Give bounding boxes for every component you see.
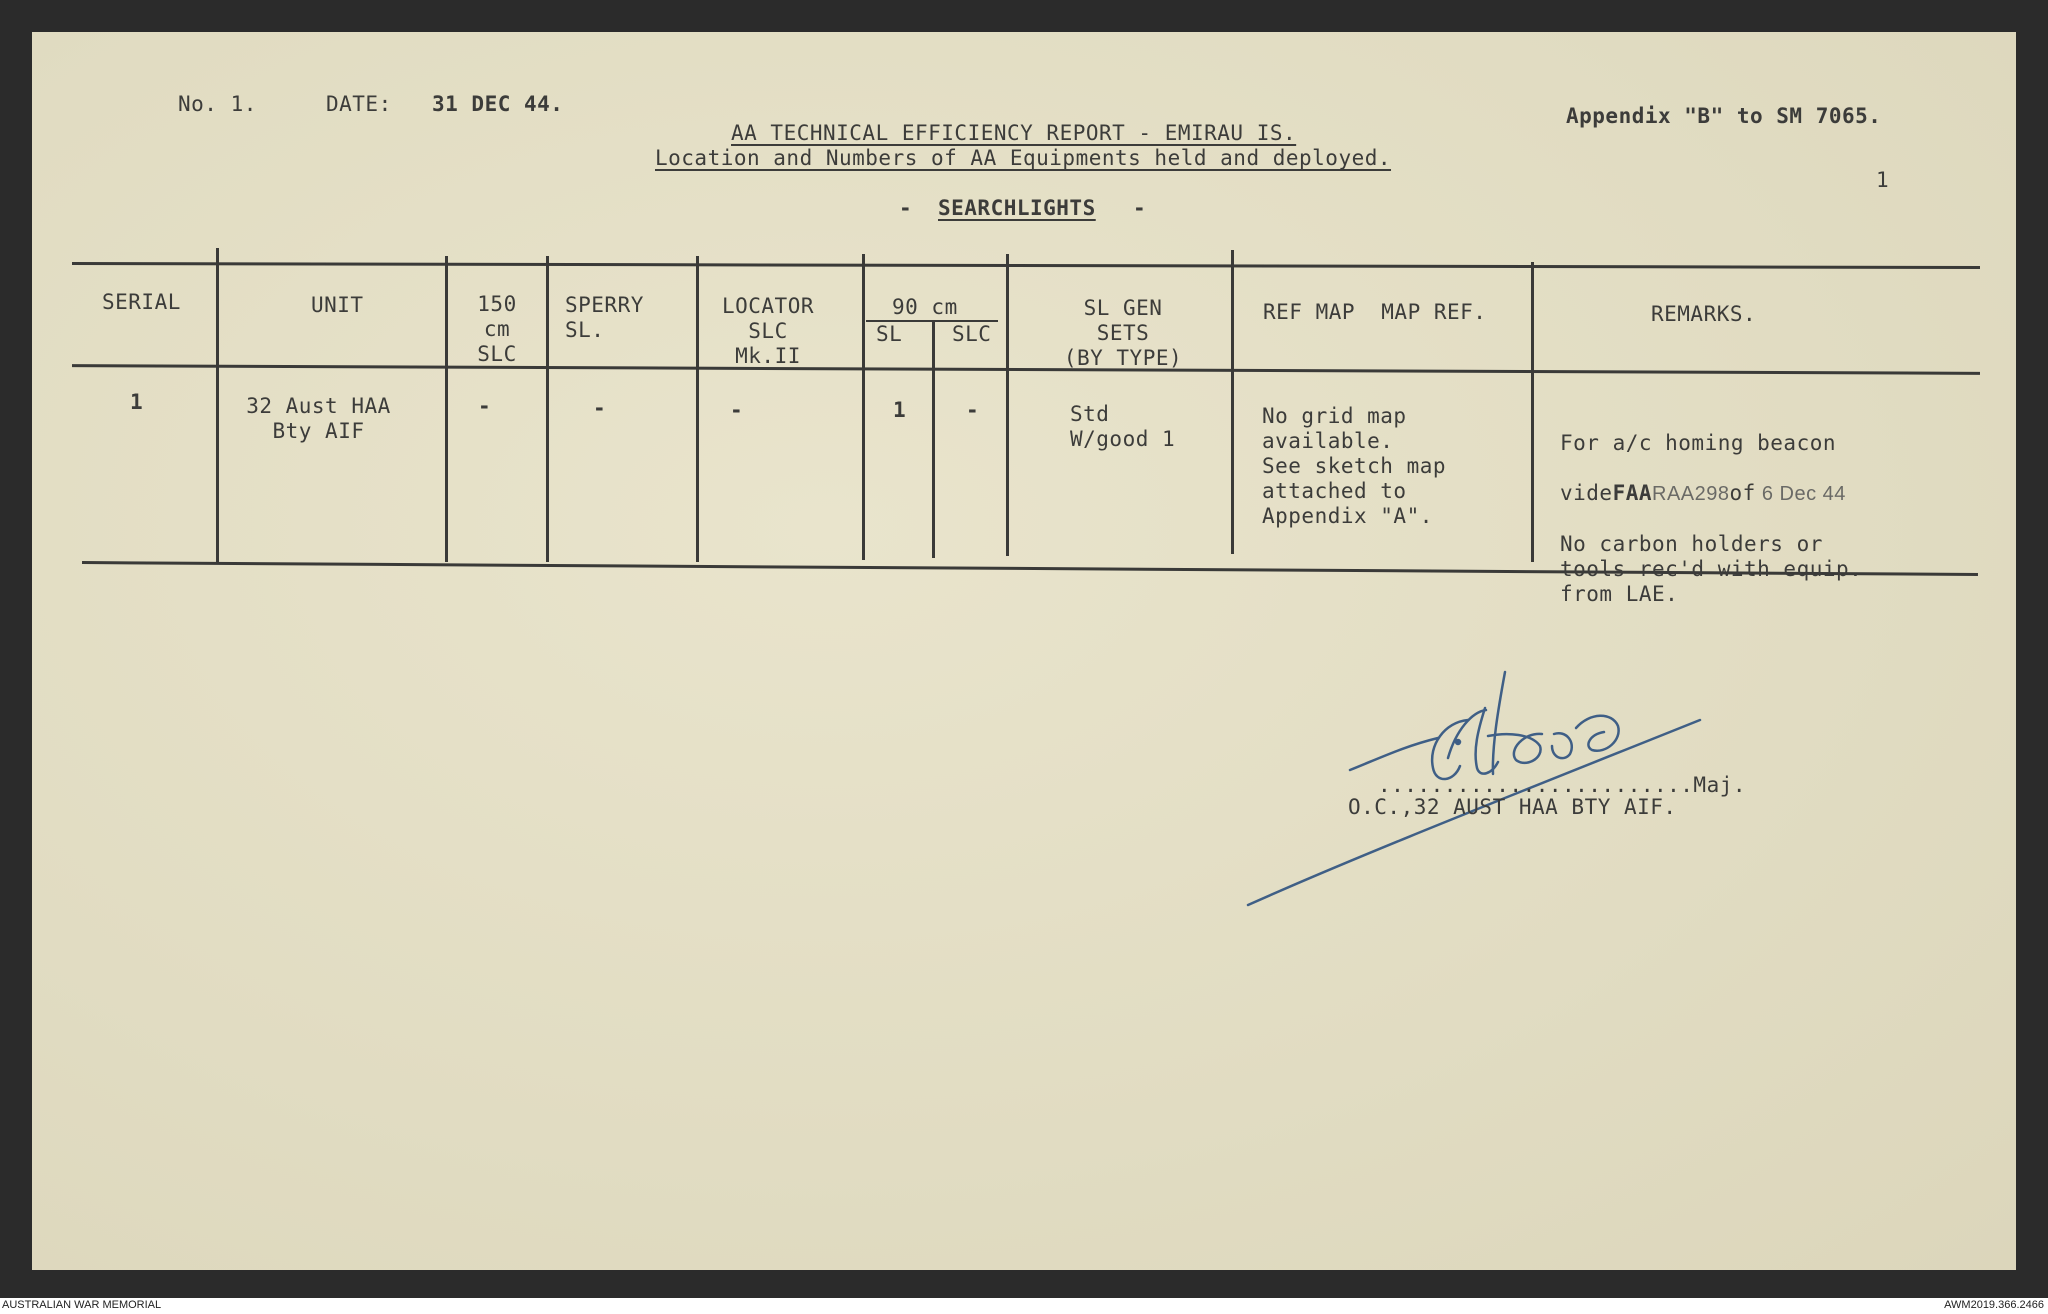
col-divider-9 xyxy=(1531,262,1534,562)
report-title: AA TECHNICAL EFFICIENCY REPORT - EMIRAU IS. xyxy=(731,121,1297,145)
remarks-lines-rest: No carbon holders or tools rec'd with equip. from LAE. xyxy=(1560,532,1863,606)
header-90cm: 90 cm xyxy=(892,295,958,319)
appendix-reference: Appendix "B" to SM 7065. xyxy=(1566,104,1882,128)
row-90cm-sl: 1 xyxy=(893,398,907,422)
header-90cm-slc: SLC xyxy=(952,322,992,346)
header-90cm-sl: SL xyxy=(876,322,903,346)
report-subtitle: Location and Numbers of AA Equipments held and deployed. xyxy=(655,146,1392,170)
signatory-designation: O.C.,32 AUST HAA BTY AIF. xyxy=(1348,795,1677,819)
remarks-date: 6 Dec 44 xyxy=(1755,483,1846,505)
remarks-vide: vide xyxy=(1560,481,1613,505)
col-divider-7 xyxy=(1006,254,1009,556)
remarks-of: of xyxy=(1729,481,1756,505)
remarks-line-2 xyxy=(1560,481,1862,507)
row-unit: 32 Aust HAA Bty AIF xyxy=(246,394,391,443)
header-remarks: REMARKS. xyxy=(1651,302,1757,326)
signature-line: ........................Maj. xyxy=(1378,773,1747,797)
page-mark: 1 xyxy=(1876,168,1890,192)
section-dash-left: - xyxy=(899,196,913,220)
remarks-faa: FAA xyxy=(1612,481,1653,505)
header-locator: LOCATOR SLC Mk.II xyxy=(721,294,814,368)
section-heading: SEARCHLIGHTS xyxy=(938,196,1096,220)
section-dash-right: - xyxy=(1133,196,1147,220)
report-number: No. 1. xyxy=(178,92,257,116)
col-divider-2 xyxy=(445,256,448,562)
row-ref-map: No grid map available. See sketch map attached to Appendix "A". xyxy=(1262,404,1447,528)
row-locator: - xyxy=(730,398,744,422)
row-remarks xyxy=(1560,406,1862,632)
header-unit: UNIT xyxy=(311,293,364,317)
row-90cm-slc: - xyxy=(966,398,980,422)
header-ref-map: REF MAP MAP REF. xyxy=(1263,300,1487,324)
col-divider-8 xyxy=(1231,250,1234,554)
remarks-line-1: For a/c homing beacon xyxy=(1560,431,1837,455)
remarks-raa-number: RAA298 xyxy=(1652,483,1730,505)
header-sperry: SPERRY SL. xyxy=(565,293,644,342)
archive-reference: AWM2019.366.2466 xyxy=(1944,1299,2044,1311)
col-divider-1 xyxy=(216,248,219,564)
archive-footer xyxy=(0,1298,2048,1314)
archive-name: AUSTRALIAN WAR MEMORIAL xyxy=(2,1299,162,1311)
col-divider-3 xyxy=(546,256,549,562)
header-sl-gen-sets: SL GEN SETS (BY TYPE) xyxy=(1063,296,1183,370)
col-divider-5 xyxy=(862,254,865,560)
date-label: DATE: xyxy=(326,92,392,116)
row-sperry: - xyxy=(593,396,607,420)
header-serial: SERIAL xyxy=(102,290,181,314)
report-date: 31 DEC 44. xyxy=(432,92,564,116)
col-divider-6 xyxy=(932,322,935,558)
row-sl-gen-sets: Std W/good 1 xyxy=(1070,402,1176,451)
header-150cm: 150 cm SLC xyxy=(477,292,517,366)
row-serial: 1 xyxy=(130,390,144,414)
row-150cm: - xyxy=(478,394,492,418)
